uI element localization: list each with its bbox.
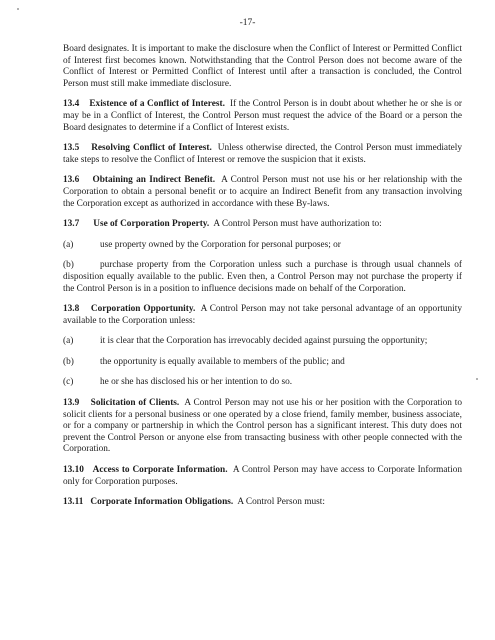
item-text: the opportunity is equally available to members of the public; and [100,356,345,367]
section-heading: Obtaining an Indirect Benefit. [92,175,216,186]
section-13-7 [63,219,462,231]
item-text: it is clear that the Corporation has irrevocably decided against pursuing the opportunity; [100,336,428,347]
section-13-5 [63,143,462,166]
section-number: 13.6 [63,175,80,186]
section-body: A Control Person must: [237,497,325,508]
section-heading: Access to Corporate Information. [92,465,228,476]
section-heading: Resolving Conflict of Interest. [91,143,212,154]
section-13-11 [63,497,462,509]
list-item-13-7-b [63,260,462,295]
item-label: (c) [63,377,74,388]
document-body [63,44,462,518]
section-number: 13.4 [63,99,80,110]
item-label: (b) [63,356,74,367]
continuation-paragraph: Board designates. It is important to make the disclosure when the Conflict of Interest or Permitted Conflict of Interest first becomes known. Notwithstanding that the Control Person does not become aware of the Conflict of Interest or Permitted Conflict of Interest until after a transaction is concluded, the Control Person must still make immediate disclosure. [63,44,462,89]
section-13-6 [63,175,462,210]
list-item-13-8-a [63,336,462,348]
list-item-13-8-c [63,377,462,389]
list-item-13-8-b [63,357,462,369]
section-heading: Existence of a Conflict of Interest. [89,99,225,110]
section-heading: Corporation Opportunity. [90,304,196,315]
scan-speck [17,8,19,10]
section-body: A Control Person may not take personal advantage of an opportunity available to the Corporation unless: [63,304,462,326]
section-heading: Solicitation of Clients. [90,398,180,409]
item-text: he or she has disclosed his or her intention to do so. [100,377,293,388]
section-13-9 [63,398,462,456]
item-label: (a) [63,239,74,250]
section-body: A Control Person must have authorization to: [213,219,382,230]
item-label: (b) [63,260,74,271]
item-label: (a) [63,336,74,347]
section-13-8 [63,304,462,327]
section-heading: Corporate Information Obligations. [90,497,234,508]
item-text: purchase property from the Corporation unless such a purchase is through usual channels of disposition equally available to the public. Even then, a Control Person may not purchase the property if the Control Person is in a position to influence decisions made on behalf of the Corporation. [63,260,462,294]
scan-speck [476,378,478,380]
section-heading: Use of Corporation Property. [93,219,210,230]
section-number: 13.9 [63,398,80,409]
section-13-4 [63,99,462,134]
section-number: 13.10 [63,465,84,476]
page-number: -17- [239,18,256,28]
section-body: Unless otherwise directed, the Control Person must immediately take steps to resolve the Conflict of Interest or remove the suspicion that it exists. [63,143,463,165]
item-text: use property owned by the Corporation for personal purposes; or [100,239,341,250]
section-body: A Control Person may have access to Corporate Information only for Corporation purposes. [63,465,462,487]
section-body: A Control Person may not use his or her position with the Corporation to solicit clients for a personal business or one operated by a close friend, family member, business associate, or for a company or partnership in which the Control person has a significant interest. This duty does not prevent the Control Person or anyone else from transacting business with other people connected with the Corporation. [63,398,462,455]
section-body: If the Control Person is in doubt about whether he or she is or may be in a Conflict of Interest, the Control Person must request the advice of the Board or a person the Board designates to determine if a Conflict of Interest exists. [63,99,463,133]
section-number: 13.5 [63,143,80,154]
section-number: 13.8 [63,304,80,315]
list-item-13-7-a [63,240,462,252]
section-number: 13.11 [63,497,84,508]
section-13-10 [63,465,462,488]
section-body: A Control Person must not use his or her relationship with the Corporation to obtain a personal benefit or to acquire an Indirect Benefit from any transaction involving the Corporation except as authorized in accordance with these By-laws. [63,175,462,209]
section-number: 13.7 [63,219,80,230]
